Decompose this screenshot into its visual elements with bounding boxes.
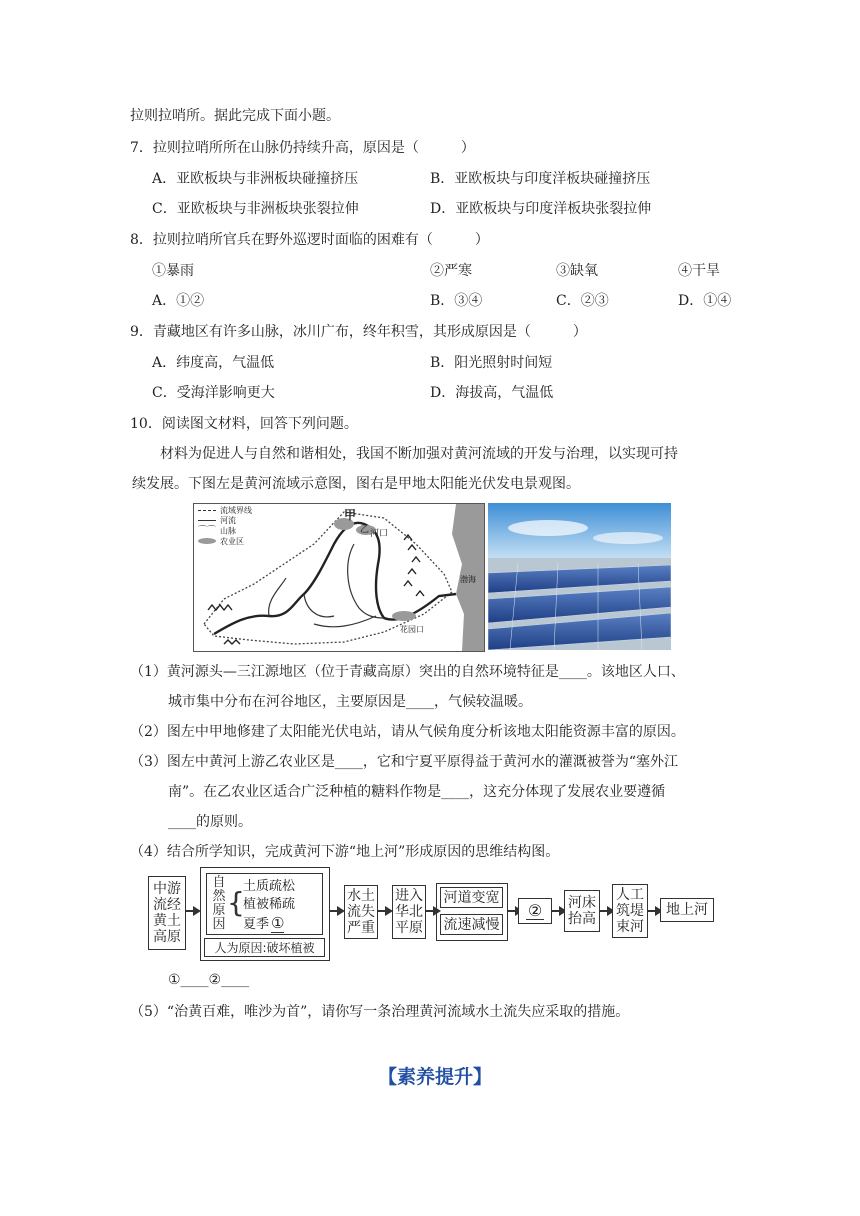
q9-option-d: D．海拔高，气温低	[430, 385, 554, 401]
q8-item-4: ④干旱	[678, 263, 720, 279]
q8-item-3: ③缺氧	[556, 263, 598, 279]
q7-option-a: A．亚欧板块与非洲板块碰撞挤压	[152, 171, 359, 187]
flow-natural-items	[243, 878, 295, 934]
flow-enter: 进入华北平原	[392, 885, 426, 939]
legend-river: 河流	[198, 516, 252, 526]
flow-n3-row	[243, 914, 295, 934]
legend-agri: 农业区	[198, 537, 252, 547]
q10-sub3-line2: 南”。在乙农业区适合广泛种植的糖料作物是____，这充分体现了发展农业要遵循	[168, 784, 666, 800]
q7-option-c: C．亚欧板块与非洲板块张裂拉伸	[152, 201, 359, 217]
flow-n3: 夏季	[243, 917, 270, 932]
flow-end: 地上河	[660, 898, 714, 922]
flow-arrow-4	[426, 910, 434, 912]
q9-option-c: C．受海洋影响更大	[152, 385, 275, 401]
q9-option-b: B．阳光照射时间短	[430, 355, 553, 371]
map-label-jia: 甲	[344, 508, 357, 522]
flow-dike: 人工筑堤束河	[612, 884, 648, 938]
q8-option-b: B．③④	[430, 293, 483, 309]
flow-widen: 河道变宽	[440, 887, 503, 908]
q10-material-line1: 材料为促进人与自然和谐相处，我国不断加强对黄河流域的开发与治理，以实现可持	[160, 446, 678, 462]
flow-human: 人为原因:破坏植被	[204, 938, 325, 957]
flow-causes-box	[200, 867, 330, 961]
q10-sub5: （5）“治黄百难，唯沙为首”，请你写一条治理黄河流域水土流失应采取的措施。	[130, 1004, 630, 1020]
q7-option-d: D．亚欧板块与印度洋板块张裂拉伸	[430, 201, 652, 217]
q7-stem: 7．拉则拉哨所所在山脉仍持续升高，原因是（ ）	[130, 140, 475, 156]
legend-boundary: 流域界线	[198, 506, 252, 516]
flow-arrow-8	[648, 910, 656, 912]
q8-option-a: A．①②	[152, 293, 205, 309]
yellow-river-basin-map	[193, 503, 485, 652]
q10-sub3-line3: ____的原则。	[168, 814, 252, 830]
flow-slow: 流速减慢	[440, 914, 503, 935]
brace-icon: {	[227, 886, 245, 919]
flow-soil: 水土流失严重	[344, 885, 378, 939]
flow-arrow-6	[552, 910, 560, 912]
flow-start: 中游流经黄土高原	[148, 876, 186, 950]
q8-item-1: ①暴雨	[152, 263, 194, 279]
flow-arrow-1	[186, 910, 194, 912]
q10-material-line2: 续发展。下图左是黄河流域示意图，图右是甲地太阳能光伏发电景观图。	[132, 476, 580, 492]
q8-stem: 8．拉则拉哨所官兵在野外巡逻时面临的困难有（ ）	[130, 232, 489, 248]
map-label-yi: 乙	[360, 525, 370, 535]
q8-item-2: ②严寒	[430, 263, 472, 279]
q10-stem: 10．阅读图文材料，回答下列问题。	[130, 416, 358, 432]
flow-blank2-box	[518, 898, 552, 924]
legend-mountain: ⌒⌒ 山脉	[198, 526, 236, 536]
section-title: 【素养提升】	[378, 1066, 493, 1088]
solar-farm-drawing	[488, 503, 671, 650]
intro-tail: 拉则拉哨所。据此完成下面小题。	[130, 108, 340, 124]
q9-option-a: A．纬度高，气温低	[152, 355, 275, 371]
solar-farm-photo	[488, 503, 671, 650]
q7-option-b: B．亚欧板块与印度洋板块碰撞挤压	[430, 171, 651, 187]
map-legend	[198, 506, 252, 547]
q10-sub2: （2）图左中甲地修建了太阳能光伏电站，请从气候角度分析该地太阳能资源丰富的原因。	[130, 724, 685, 740]
flow-blank2: ②	[527, 900, 543, 920]
flow-n2: 植被稀疏	[243, 897, 296, 912]
flow-arrow-5	[508, 910, 516, 912]
map-label-huayuankou: 花园口	[400, 625, 424, 634]
flow-answer-line: ①____②____	[168, 972, 250, 988]
flow-arrow-3	[378, 910, 386, 912]
q10-sub3-line1: （3）图左中黄河上游乙农业区是____，它和宁夏平原得益于黄河水的灌溉被誉为“塞外江	[130, 754, 679, 770]
q10-sub1-line2: 城市集中分布在河谷地区，主要原因是____，气候较温暖。	[168, 694, 532, 710]
q8-option-c: C．②③	[556, 293, 609, 309]
flow-natural-box	[206, 873, 323, 935]
q10-sub1-line1: （1）黄河源头—三江源地区（位于青藏高原）突出的自然环境特征是____。该地区人口、	[130, 664, 685, 680]
flow-river-box	[436, 883, 508, 941]
flow-arrow-7	[600, 910, 608, 912]
flow-arrow-2	[330, 910, 338, 912]
q10-sub4: （4）结合所学知识，完成黄河下游“地上河”形成原因的思维结构图。	[130, 844, 560, 860]
map-label-hekou: 河口	[370, 529, 389, 539]
q9-stem: 9．青藏地区有许多山脉，冰川广布，终年积雪，其形成原因是（ ）	[130, 324, 587, 340]
flow-blank1: ①	[271, 914, 285, 932]
q8-option-d: D．①④	[678, 293, 732, 309]
flow-n1: 土质疏松	[243, 879, 296, 894]
flow-bed: 河床抬高	[564, 890, 600, 932]
map-label-bohai: 渤海	[460, 575, 476, 584]
flow-natural-label: 自然原因	[212, 875, 226, 932]
